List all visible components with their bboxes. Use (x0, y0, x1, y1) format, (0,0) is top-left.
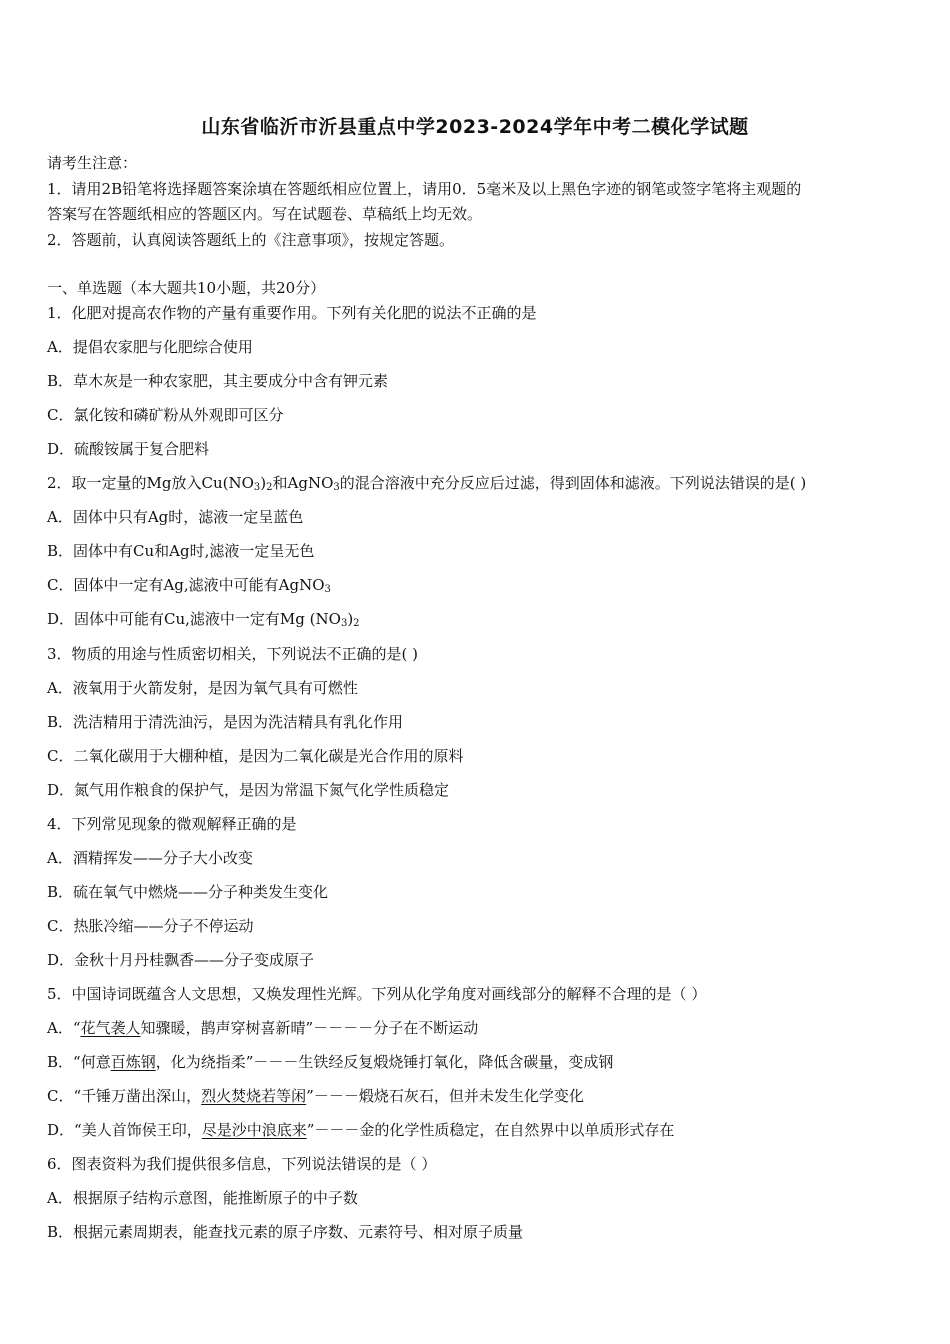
subscript: 3 (253, 482, 261, 493)
q5-d-post: ”－－－金的化学性质稳定，在自然界中以单质形式存在 (306, 1121, 675, 1139)
question-3-option-d: D．氮气用作粮食的保护气，是因为常温下氮气化学性质稳定 (47, 781, 450, 799)
question-5-option-b (47, 1051, 613, 1072)
q5-a-post: 知骤暖，鹊声穿树喜新晴”－－－－分子在不断运动 (140, 1019, 479, 1037)
q5-b-post: ，化为绕指柔”－－－生铁经反复煅烧锤打氧化，降低含碳量，变成钢 (155, 1053, 614, 1071)
subscript: 3 (333, 482, 340, 493)
q2-option-d-text: ) (347, 610, 354, 628)
question-5-option-d (47, 1119, 674, 1140)
question-2-option-b: B．固体中有Cu和Ag时,滤液一定呈无色 (47, 542, 315, 560)
underlined-phrase: 花气袭人 (80, 1019, 141, 1037)
q5-b-pre: B．“何意 (47, 1053, 111, 1071)
q5-a-pre: A．“ (47, 1019, 81, 1037)
q2-option-c-text: C．固体中一定有Ag,滤液中可能有AgNO (47, 576, 325, 594)
subscript: 2 (266, 482, 273, 493)
question-3-option-a: A．液氧用于火箭发射，是因为氧气具有可燃性 (47, 679, 358, 697)
q2-option-d-text: D．固体中可能有Cu,滤液中一定有Mg (NO (47, 610, 341, 628)
subscript: 3 (324, 584, 331, 595)
question-4-option-a: A．酒精挥发——分子大小改变 (47, 849, 253, 867)
question-4-stem: 4．下列常见现象的微观解释正确的是 (47, 815, 297, 833)
q5-d-pre: D．“美人首饰侯王印， (47, 1121, 202, 1139)
question-2-option-d (47, 608, 360, 629)
section-title: 一、单选题（本大题共10小题，共20分） (47, 279, 326, 297)
notice-item-1-line-2: 答案写在答题纸相应的答题区内。写在试题卷、草稿纸上均无效。 (47, 205, 483, 223)
question-5-option-c (47, 1085, 584, 1106)
notice-heading: 请考生注意： (47, 154, 138, 172)
question-2-option-a: A．固体中只有Ag时，滤液一定呈蓝色 (47, 508, 304, 526)
question-3-option-b: B．洗洁精用于清洗油污，是因为洗洁精具有乳化作用 (47, 713, 404, 731)
question-5-option-a (47, 1017, 478, 1038)
question-1-option-b: B．草木灰是一种农家肥，其主要成分中含有钾元素 (47, 372, 389, 390)
question-1-option-a: A．提倡农家肥与化肥综合使用 (47, 338, 253, 356)
question-6-option-b: B．根据元素周期表，能查找元素的原子序数、元素符号、相对原子质量 (47, 1223, 524, 1241)
question-3-option-c: C．二氧化碳用于大棚种植，是因为二氧化碳是光合作用的原料 (47, 747, 464, 765)
question-1-option-c: C．氯化铵和磷矿粉从外观即可区分 (47, 406, 284, 424)
underlined-phrase: 烈火焚烧若等闲 (201, 1087, 307, 1105)
subscript: 3 (340, 618, 348, 629)
question-1-option-d: D．硫酸铵属于复合肥料 (47, 440, 210, 458)
q5-c-pre: C．“千锤万凿出深山， (47, 1087, 202, 1105)
q2-stem-part: 2．取一定量的Mg放入Cu(NO (47, 474, 254, 492)
question-4-option-b: B．硫在氧气中燃烧——分子种类发生变化 (47, 883, 329, 901)
question-2-stem (47, 472, 806, 493)
q5-c-post: ”－－－煅烧石灰石，但并未发生化学变化 (306, 1087, 584, 1105)
question-3-stem: 3．物质的用途与性质密切相关，下列说法不正确的是( ) (47, 645, 419, 663)
question-6-stem: 6．图表资料为我们提供很多信息，下列说法错误的是（ ） (47, 1155, 437, 1173)
q2-stem-part: 和AgNO (272, 474, 334, 492)
notice-item-2: 2．答题前，认真阅读答题纸上的《注意事项》，按规定答题。 (47, 231, 455, 249)
question-5-stem: 5．中国诗词既蕴含人文思想，又焕发理性光辉。下列从化学角度对画线部分的解释不合理的是（ ） (47, 985, 707, 1003)
question-4-option-c: C．热胀冷缩——分子不停运动 (47, 917, 254, 935)
question-2-option-c (47, 574, 331, 595)
question-4-option-d: D．金秋十月丹桂飘香——分子变成原子 (47, 951, 315, 969)
subscript: 2 (353, 618, 360, 629)
underlined-phrase: 尽是沙中浪底来 (201, 1121, 307, 1139)
q2-stem-part: ) (260, 474, 267, 492)
q2-stem-part: 的混合溶液中充分反应后过滤，得到固体和滤液。下列说法错误的是( ) (339, 474, 807, 492)
underlined-phrase: 百炼钢 (110, 1053, 156, 1071)
question-6-option-a: A．根据原子结构示意图，能推断原子的中子数 (47, 1189, 358, 1207)
question-1-stem: 1．化肥对提高农作物的产量有重要作用。下列有关化肥的说法不正确的是 (47, 304, 537, 322)
page-title: 山东省临沂市沂县重点中学2023-2024学年中考二模化学试题 (201, 116, 749, 138)
notice-item-1-line-1: 1．请用2B铅笔将选择题答案涂填在答题纸相应位置上，请用0．5毫米及以上黑色字迹的钢笔或签字笔将主观题的 (47, 180, 802, 198)
